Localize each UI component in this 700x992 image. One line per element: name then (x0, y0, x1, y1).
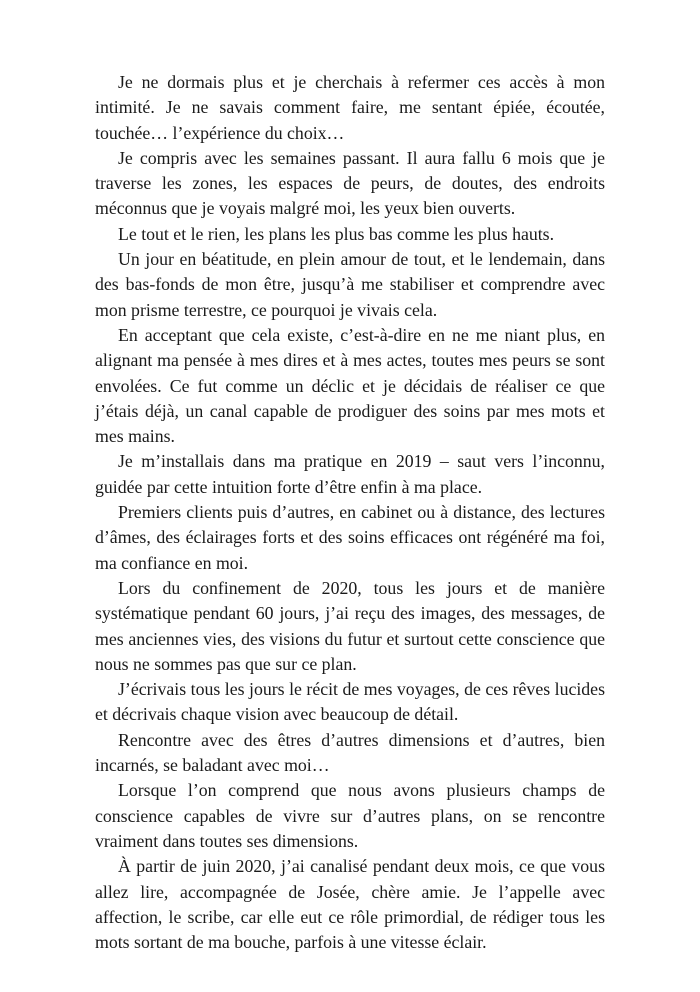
paragraph: Le tout et le rien, les plans les plus bas comme les plus hauts. (118, 223, 555, 244)
body-text (95, 70, 605, 955)
paragraph: Je compris avec les semaines passant. Il aura fallu 6 mois que je traverse les zones, les espaces de peurs, de doutes, des endroits méconnus que je voyais malgré moi, les yeux bien ouverts. (95, 147, 605, 219)
paragraph: Je m’installais dans ma pratique en 2019 – saut vers l’inconnu, guidée par cette intuition forte d’être enfin à ma place. (95, 451, 605, 497)
paragraph: En acceptant que cela existe, c’est-à-dire en ne me niant plus, en alignant ma pensée à mes dires et à mes actes, toutes mes peurs se sont envolées. Ce fut comme un déclic et je décidais de réaliser ce que j’étais déjà, un canal capable de prodiguer des soins par mes mots et mes mains. (95, 324, 605, 447)
paragraph: Lors du confinement de 2020, tous les jours et de manière systématique pendant 60 jours, j’ai reçu des images, des messages, de mes anciennes vies, des visions du futur et surtout cette conscience que nous ne sommes pas que sur ce plan. (95, 577, 605, 674)
paragraph: Rencontre avec des êtres d’autres dimensions et d’autres, bien incarnés, se baladant avec moi… (95, 729, 605, 776)
paragraph: Un jour en béatitude, en plein amour de tout, et le lendemain, dans des bas-fonds de mon être, jusqu’à me stabiliser et comprendre avec mon prisme terrestre, ce pourquoi je vivais cela. (95, 249, 605, 320)
paragraph: Lorsque l’on comprend que nous avons plusieurs champs de conscience capables de vivre sur d’autres plans, on se rencontre vraiment dans toutes ses dimensions. (95, 780, 605, 851)
paragraph: À partir de juin 2020, j’ai canalisé pendant deux mois, ce que vous allez lire, accompagnée de Josée, chère amie. Je l’appelle avec affection, le scribe, car elle eut ce rôle primordial, de rédiger tous les mots sortant de ma bouche, parfois à une vitesse éclair. (95, 856, 605, 953)
paragraph: J’écrivais tous les jours le récit de mes voyages, de ces rêves lucides et décrivais chaque vision avec beaucoup de détail. (95, 679, 605, 725)
paragraph: Premiers clients puis d’autres, en cabinet ou à distance, des lectures d’âmes, des éclairages forts et des soins efficaces ont régénéré ma foi, ma confiance en moi. (95, 502, 605, 573)
paragraph: Je ne dormais plus et je cherchais à refermer ces accès à mon intimité. Je ne savais comment faire, me sentant épiée, écoutée, touchée… l’expérience du choix… (95, 72, 605, 143)
